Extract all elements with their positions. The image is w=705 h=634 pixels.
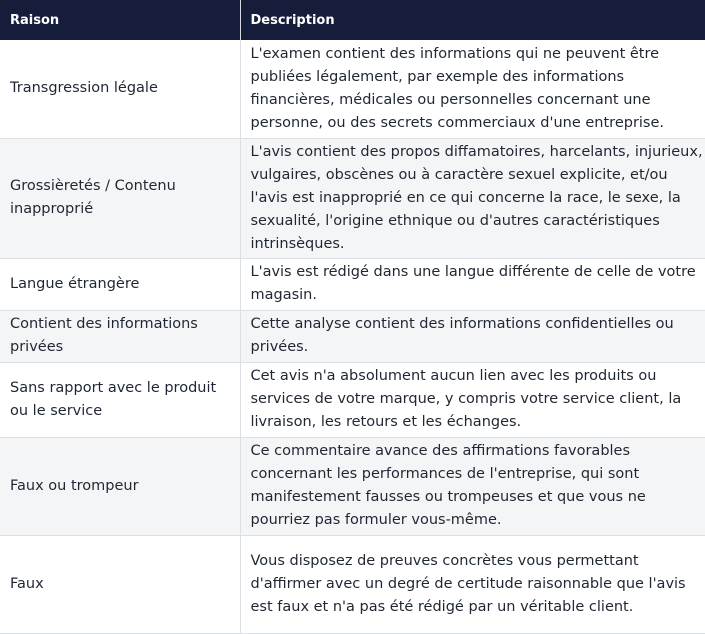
table-row [0,310,705,362]
description-cell: Cet avis n'a absolument aucun lien avec les produits ou services de votre marque, y compris votre service client, la livraison, les retours et les échanges. [240,362,705,437]
table-header [0,0,705,40]
reason-cell: Sans rapport avec le produit ou le service [0,362,240,437]
table-row [0,258,705,310]
table-row [0,362,705,437]
table-body [0,40,705,633]
reason-cell: Grossièretés / Contenu inapproprié [0,138,240,258]
description-cell: L'avis contient des propos diffamatoires, harcelants, injurieux, vulgaires, obscènes ou à caractère sexuel explicite, et/ou l'avis est inapproprié en ce qui concerne la race, le sexe, la sexualité, l'origine ethnique ou d'autres caractéristiques intrinsèques. [240,138,705,258]
reason-cell: Langue étrangère [0,258,240,310]
table-row [0,138,705,258]
description-cell: L'examen contient des informations qui ne peuvent être publiées légalement, par exemple des informations financières, médicales ou personnelles concernant une personne, ou des secrets commerciaux d'une entreprise. [240,40,705,138]
description-cell: Ce commentaire avance des affirmations favorables concernant les performances de l'entreprise, qui sont manifestement fausses ou trompeuses et que vous ne pourriez pas formuler vous-même. [240,437,705,535]
reason-cell: Contient des informations privées [0,310,240,362]
table-row [0,40,705,138]
header-description: Description [240,0,705,40]
description-cell: Cette analyse contient des informations confidentielles ou privées. [240,310,705,362]
description-cell: L'avis est rédigé dans une langue différente de celle de votre magasin. [240,258,705,310]
table-row [0,437,705,535]
header-reason: Raison [0,0,240,40]
reason-cell: Faux ou trompeur [0,437,240,535]
header-row [0,0,705,40]
reason-cell: Faux [0,535,240,633]
description-cell: Vous disposez de preuves concrètes vous permettant d'affirmer avec un degré de certitude raisonnable que l'avis est faux et n'a pas été rédigé par un véritable client. [240,535,705,633]
reason-cell: Transgression légale [0,40,240,138]
table-row [0,535,705,633]
